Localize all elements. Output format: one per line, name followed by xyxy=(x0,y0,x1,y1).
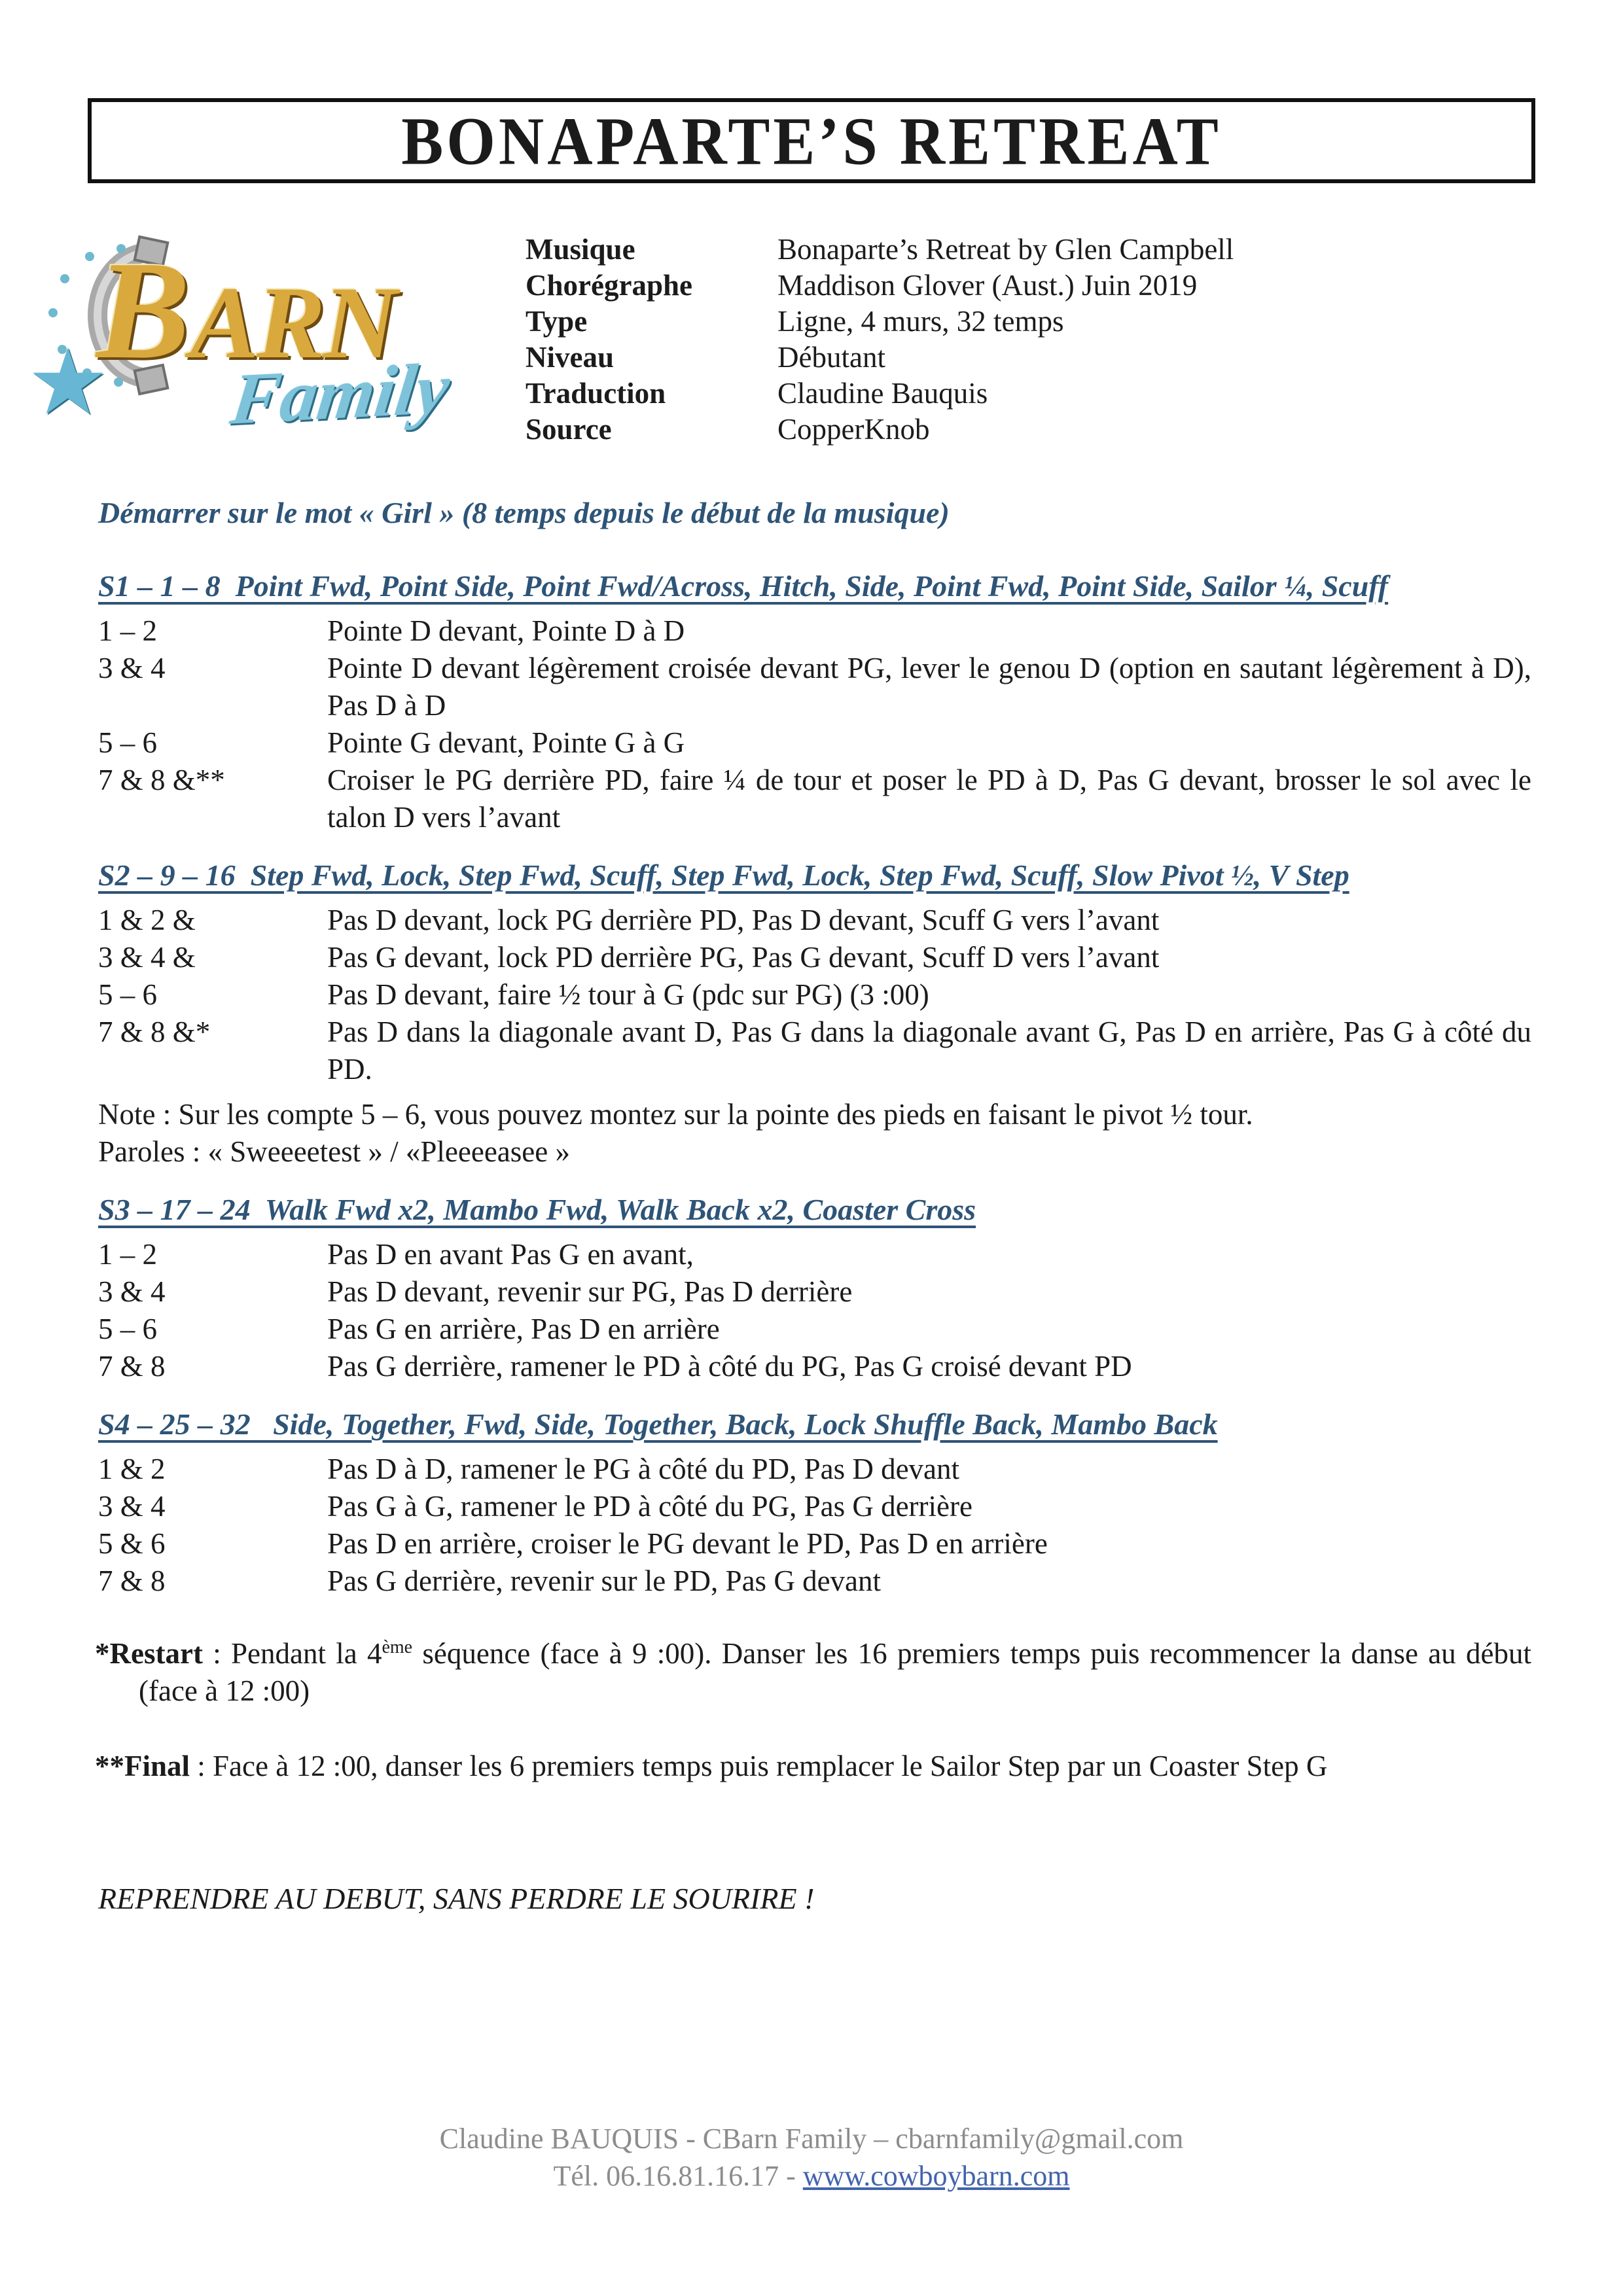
step-row xyxy=(98,1451,1531,1488)
restart-text-1: : Pendant la 4 xyxy=(202,1637,382,1670)
paroles-line: Paroles : « Sweeeetest » / «Pleeeeasee » xyxy=(98,1135,570,1168)
step-row xyxy=(98,1311,1531,1348)
star-icon: ★ xyxy=(27,332,109,434)
step-count: 5 – 6 xyxy=(98,978,157,1011)
step-count: 7 & 8 &* xyxy=(98,1016,211,1048)
info-row-niveau xyxy=(526,340,1234,376)
restart-note xyxy=(95,1635,1531,1710)
section-s3-steps xyxy=(98,1236,1531,1385)
info-value: CopperKnob xyxy=(777,413,930,446)
step-row xyxy=(98,1236,1531,1273)
step-text: Pointe G devant, Pointe G à G xyxy=(327,726,685,759)
info-row-source xyxy=(526,412,1234,448)
step-row xyxy=(98,762,1531,836)
step-text: Pointe D devant légèrement croisée devant PG, lever le genou D (option en sautant légèrement à D), Pas D à D xyxy=(327,652,1531,722)
step-count: 1 – 2 xyxy=(98,614,157,647)
info-row-traduction xyxy=(526,376,1234,412)
step-count: 1 – 2 xyxy=(98,1238,157,1271)
website-link[interactable]: www.cowboybarn.com xyxy=(802,2160,1070,2192)
dance-steps-content xyxy=(98,569,1531,1600)
step-count: 3 & 4 xyxy=(98,1490,166,1523)
step-row xyxy=(98,939,1531,976)
final-label: **Final xyxy=(95,1750,190,1782)
step-row xyxy=(98,1273,1531,1311)
step-row xyxy=(98,650,1531,724)
step-row xyxy=(98,976,1531,1014)
step-text: Pas D dans la diagonale avant D, Pas G dans la diagonale avant G, Pas D en arrière, Pas G à côté du PD. xyxy=(327,1016,1531,1086)
section-s2 xyxy=(98,858,1531,1171)
info-label: Niveau xyxy=(526,341,614,374)
reprise-line: REPRENDRE AU DEBUT, SANS PERDRE LE SOURIRE ! xyxy=(98,1882,815,1915)
step-count: 1 & 2 xyxy=(98,1453,166,1485)
page-title: BONAPARTE’S RETREAT xyxy=(401,103,1222,179)
section-s4-steps xyxy=(98,1451,1531,1600)
step-text: Pas G derrière, ramener le PD à côté du PG, Pas G croisé devant PD xyxy=(327,1350,1132,1383)
step-text: Pas D devant, faire ½ tour à G (pdc sur PG) (3 :00) xyxy=(327,978,929,1011)
step-row xyxy=(98,1488,1531,1525)
step-row xyxy=(98,724,1531,762)
step-text: Pas G derrière, revenir sur le PD, Pas G devant xyxy=(327,1564,882,1597)
step-count: 1 & 2 & xyxy=(98,904,196,936)
dance-info-table xyxy=(526,228,1234,458)
info-label: Type xyxy=(526,305,588,338)
step-count: 5 & 6 xyxy=(98,1527,166,1560)
section-s3 xyxy=(98,1193,1531,1385)
step-text: Pas D devant, revenir sur PG, Pas D derrière xyxy=(327,1275,853,1308)
step-count: 3 & 4 xyxy=(98,1275,166,1308)
section-s1 xyxy=(98,569,1531,836)
section-s3-header: S3 – 17 – 24 Walk Fwd x2, Mambo Fwd, Walk Back x2, Coaster Cross xyxy=(98,1193,976,1226)
step-row xyxy=(98,1525,1531,1563)
title-box xyxy=(88,98,1535,183)
note-line: Note : Sur les compte 5 – 6, vous pouvez montez sur la pointe des pieds en faisant le pivot ½ tour. xyxy=(98,1098,1253,1131)
restart-superscript: ème xyxy=(382,1637,413,1657)
step-count: 3 & 4 xyxy=(98,652,166,684)
final-note xyxy=(95,1748,1531,1785)
step-text: Pas G en arrière, Pas D en arrière xyxy=(327,1313,720,1345)
step-text: Pas G devant, lock PD derrière PG, Pas G devant, Scuff D vers l’avant xyxy=(327,941,1160,974)
step-row xyxy=(98,1014,1531,1088)
step-text: Pas D en arrière, croiser le PG devant le PD, Pas D en arrière xyxy=(327,1527,1048,1560)
info-value: Claudine Bauquis xyxy=(777,377,988,410)
info-value: Débutant xyxy=(777,341,885,374)
restart-label: *Restart xyxy=(95,1637,203,1670)
section-s4 xyxy=(98,1407,1531,1600)
footer-phone: Tél. 06.16.81.16.17 - xyxy=(553,2160,803,2192)
step-count: 5 – 6 xyxy=(98,1313,157,1345)
step-text: Croiser le PG derrière PD, faire ¼ de tour et poser le PD à D, Pas G devant, brosser le sol avec le talon D vers l’avant xyxy=(327,764,1531,834)
step-count: 7 & 8 xyxy=(98,1564,166,1597)
info-row-type xyxy=(526,304,1234,340)
section-s1-steps xyxy=(98,612,1531,836)
step-row xyxy=(98,902,1531,939)
step-count: 7 & 8 xyxy=(98,1350,166,1383)
step-row xyxy=(98,1348,1531,1385)
section-s4-header: S4 – 25 – 32 Side, Together, Fwd, Side, Together, Back, Lock Shuffle Back, Mambo Back xyxy=(98,1407,1218,1441)
cbarn-family-logo xyxy=(27,228,468,458)
logo-family-text: Family xyxy=(226,347,454,440)
section-s2-notes xyxy=(98,1096,1531,1171)
section-s2-header: S2 – 9 – 16 Step Fwd, Lock, Step Fwd, Scuff, Step Fwd, Lock, Step Fwd, Scuff, Slow Pivot ½, V Step xyxy=(98,858,1349,892)
footer xyxy=(0,2120,1623,2195)
section-s2-steps xyxy=(98,902,1531,1088)
intro-line: Démarrer sur le mot « Girl » (8 temps depuis le début de la musique) xyxy=(98,496,950,529)
step-text: Pas D à D, ramener le PG à côté du PD, Pas D devant xyxy=(327,1453,960,1485)
final-text: : Face à 12 :00, danser les 6 premiers temps puis remplacer le Sailor Step par un Coaster Step G xyxy=(190,1750,1328,1782)
step-text: Pointe D devant, Pointe D à D xyxy=(327,614,685,647)
footer-contact-line: Claudine BAUQUIS - CBarn Family – cbarnfamily@gmail.com xyxy=(439,2123,1184,2155)
restart-text-2: séquence (face à 9 :00). Danser les 16 premiers temps puis recommencer la danse au début (face à 12 :00) xyxy=(139,1637,1531,1707)
header-row xyxy=(0,228,1623,458)
info-label: Traduction xyxy=(526,377,666,410)
info-value: Bonaparte’s Retreat by Glen Campbell xyxy=(777,233,1234,266)
info-value: Ligne, 4 murs, 32 temps xyxy=(777,305,1064,338)
info-label: Source xyxy=(526,413,612,446)
section-s1-header: S1 – 1 – 8 Point Fwd, Point Side, Point Fwd/Across, Hitch, Side, Point Fwd, Point Side, Sailor ¼, Scuff xyxy=(98,569,1389,603)
info-row-musique xyxy=(526,232,1234,268)
logo-letter-b: B xyxy=(96,232,190,388)
step-row xyxy=(98,612,1531,650)
step-text: Pas D en avant Pas G en avant, xyxy=(327,1238,694,1271)
info-label: Musique xyxy=(526,233,635,266)
step-row xyxy=(98,1563,1531,1600)
info-row-choregraphe xyxy=(526,268,1234,304)
step-text: Pas G à G, ramener le PD à côté du PG, Pas G derrière xyxy=(327,1490,972,1523)
step-count: 7 & 8 &** xyxy=(98,764,225,796)
info-value: Maddison Glover (Aust.) Juin 2019 xyxy=(777,269,1198,302)
logo-letters-arn: ARN xyxy=(190,266,395,380)
info-label: Chorégraphe xyxy=(526,269,692,302)
step-count: 5 – 6 xyxy=(98,726,157,759)
footer-phone-line xyxy=(0,2157,1623,2195)
step-count: 3 & 4 & xyxy=(98,941,196,974)
step-text: Pas D devant, lock PG derrière PD, Pas D devant, Scuff G vers l’avant xyxy=(327,904,1160,936)
